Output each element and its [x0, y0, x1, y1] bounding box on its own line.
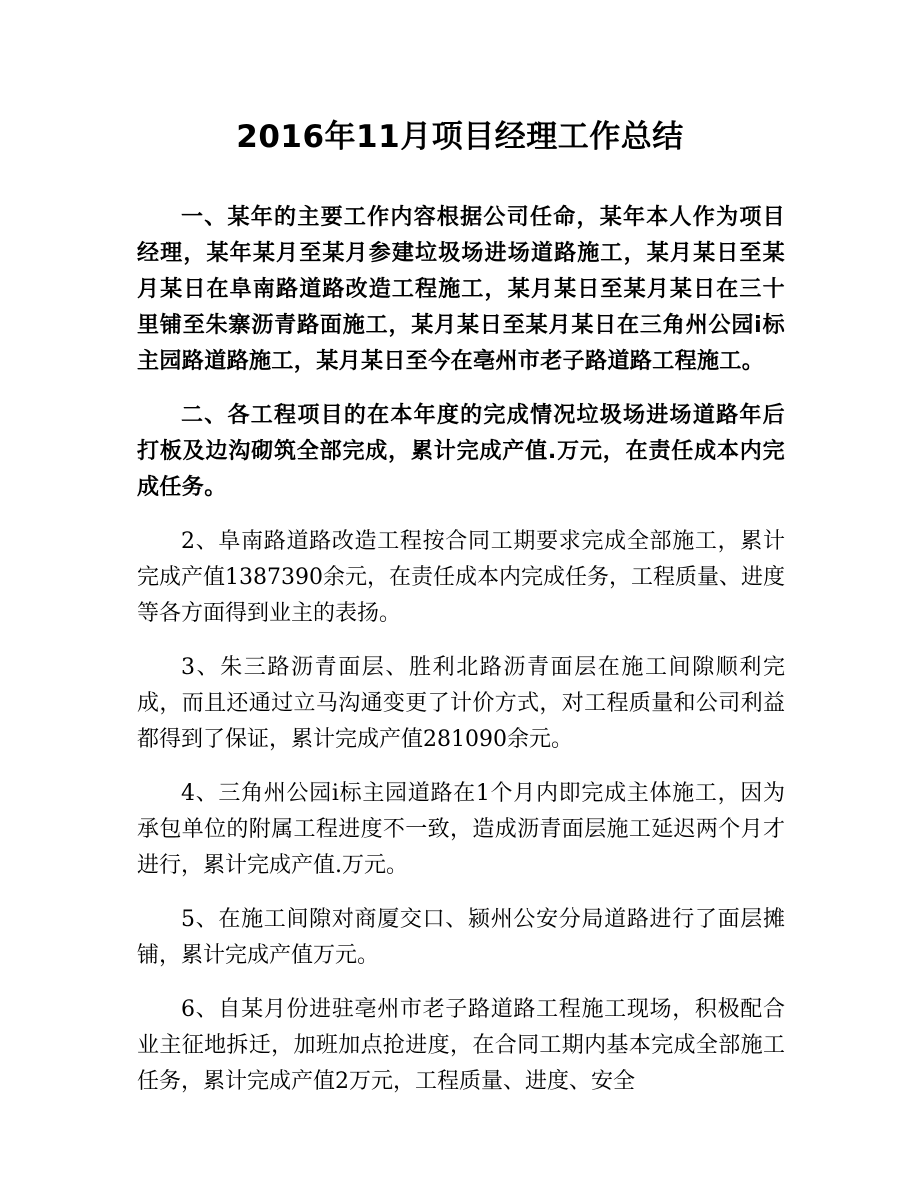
paragraph-2: 二、各工程项目的在本年度的完成情况垃圾场进场道路年后打板及边沟砌筑全部完成，累计完成产值.万元，在责任成本内完成任务。: [137, 403, 785, 500]
document-body: [137, 200, 785, 1118]
paragraph-1: 一、某年的主要工作内容根据公司任命，某年本人作为项目经理，某年某月至某月参建垃圾场进场道路施工，某月某日至某月某日在阜南路道路改造工程施工，某月某日至某月某日在三十里铺至朱寨沥青路面施工，某月某日至某月某日在三角州公园i标主园路道路施工，某月某日至今在亳州市老子路道路工程施工。: [137, 205, 785, 374]
paragraph-6: 5、在施工间隙对商厦交口、颍州公安分局道路进行了面层摊铺，累计完成产值万元。: [137, 907, 785, 968]
paragraph-7: 6、自某月份进驻亳州市老子路道路工程施工现场，积极配合业主征地拆迁，加班加点抢进度，在合同工期内基本完成全部施工任务，累计完成产值2万元，工程质量、进度、安全: [137, 997, 785, 1094]
document-title: 2016年11月项目经理工作总结: [236, 119, 684, 155]
paragraph-4: 3、朱三路沥青面层、胜利北路沥青面层在施工间隙顺利完成，而且还通过立马沟通变更了计价方式，对工程质量和公司利益都得到了保证，累计完成产值281090余元。: [137, 655, 785, 752]
paragraph-5: 4、三角州公园i标主园道路在1个月内即完成主体施工，因为承包单位的附属工程进度不一致，造成沥青面层施工延迟两个月才进行，累计完成产值.万元。: [137, 781, 785, 878]
paragraph-3: 2、阜南路道路改造工程按合同工期要求完成全部施工，累计完成产值1387390余元，在责任成本内完成任务，工程质量、进度等各方面得到业主的表扬。: [137, 529, 785, 626]
